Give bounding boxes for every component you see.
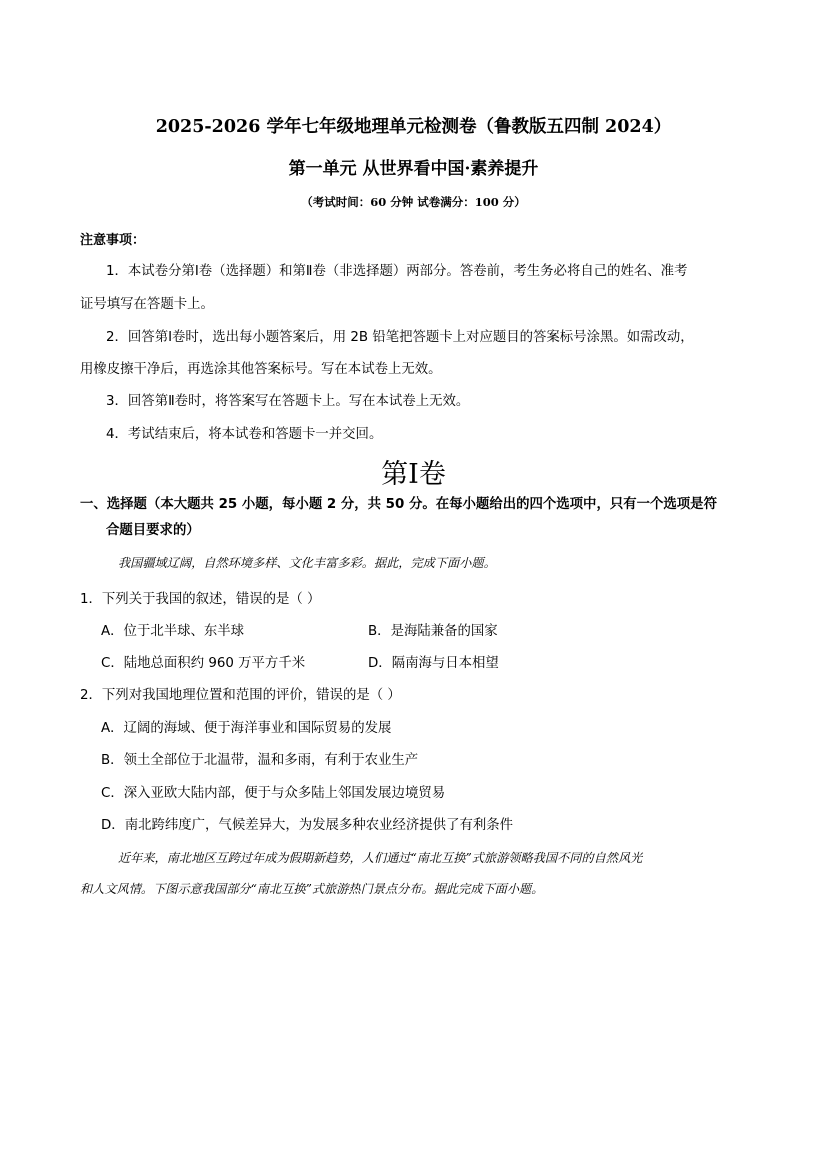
passage-intro: 我国疆域辽阔，自然环境多样、文化丰富多彩。据此，完成下面小题。 [118,556,496,570]
question-1-stem: 1．下列关于我国的叙述，错误的是（ ） [80,592,321,607]
question-1-option-a: A．位于北半球、东半球 [101,624,245,639]
exam-info: （考试时间：60 分钟 试卷满分：100 分） [301,195,526,209]
notice-item-1: 1．本试卷分第Ⅰ卷（选择题）和第Ⅱ卷（非选择题）两部分。答卷前，考生务必将自己的姓名、准考 [106,264,688,279]
question-1-option-d: D．隔南海与日本相望 [368,656,499,671]
notice-item-2: 2．回答第Ⅰ卷时，选出每小题答案后，用 2B 铅笔把答题卡上对应题目的答案标号涂黑。如需改动， [106,330,694,345]
notice-heading: 注意事项： [80,233,146,248]
notice-item-1-cont: 证号填写在答题卡上。 [80,297,214,312]
part-title: 第Ⅰ卷 [381,459,446,490]
question-2-option-d: D．南北跨纬度广，气候差异大，为发展多种农业经济提供了有利条件 [101,818,514,833]
passage-2-cont: 和人文风情。下图示意我国部分“南北互换”式旅游热门景点分布。据此完成下面小题。 [80,882,544,896]
question-2-option-b: B．领土全部位于北温带，温和多雨，有利于农业生产 [101,753,419,768]
unit-subtitle: 第一单元 从世界看中国·素养提升 [288,159,539,179]
question-2-option-c: C．深入亚欧大陆内部，便于与众多陆上邻国发展边境贸易 [101,786,446,801]
exam-title: 2025-2026 学年七年级地理单元检测卷（鲁教版五四制 2024） [155,117,672,137]
section-heading: 一、选择题（本大题共 25 小题，每小题 2 分，共 50 分。在每小题给出的四个选项中，只有一个选项是符 [80,497,717,512]
notice-item-4: 4．考试结束后，将本试卷和答题卡一并交回。 [106,427,383,442]
section-heading-cont: 合题目要求的） [106,523,200,538]
notice-item-2-cont: 用橡皮擦干净后，再选涂其他答案标号。写在本试卷上无效。 [80,362,442,377]
notice-item-3: 3．回答第Ⅱ卷时，将答案写在答题卡上。写在本试卷上无效。 [106,394,470,409]
question-2-option-a: A．辽阔的海域、便于海洋事业和国际贸易的发展 [101,721,392,736]
passage-2: 近年来，南北地区互跨过年成为假期新趋势，人们通过“南北互换”式旅游领略我国不同的自然风光 [118,851,643,865]
question-2-stem: 2．下列对我国地理位置和范围的评价，错误的是（ ） [80,688,401,703]
question-1-option-b: B．是海陆兼备的国家 [368,624,498,639]
question-1-option-c: C．陆地总面积约 960 万平方千米 [101,656,306,671]
